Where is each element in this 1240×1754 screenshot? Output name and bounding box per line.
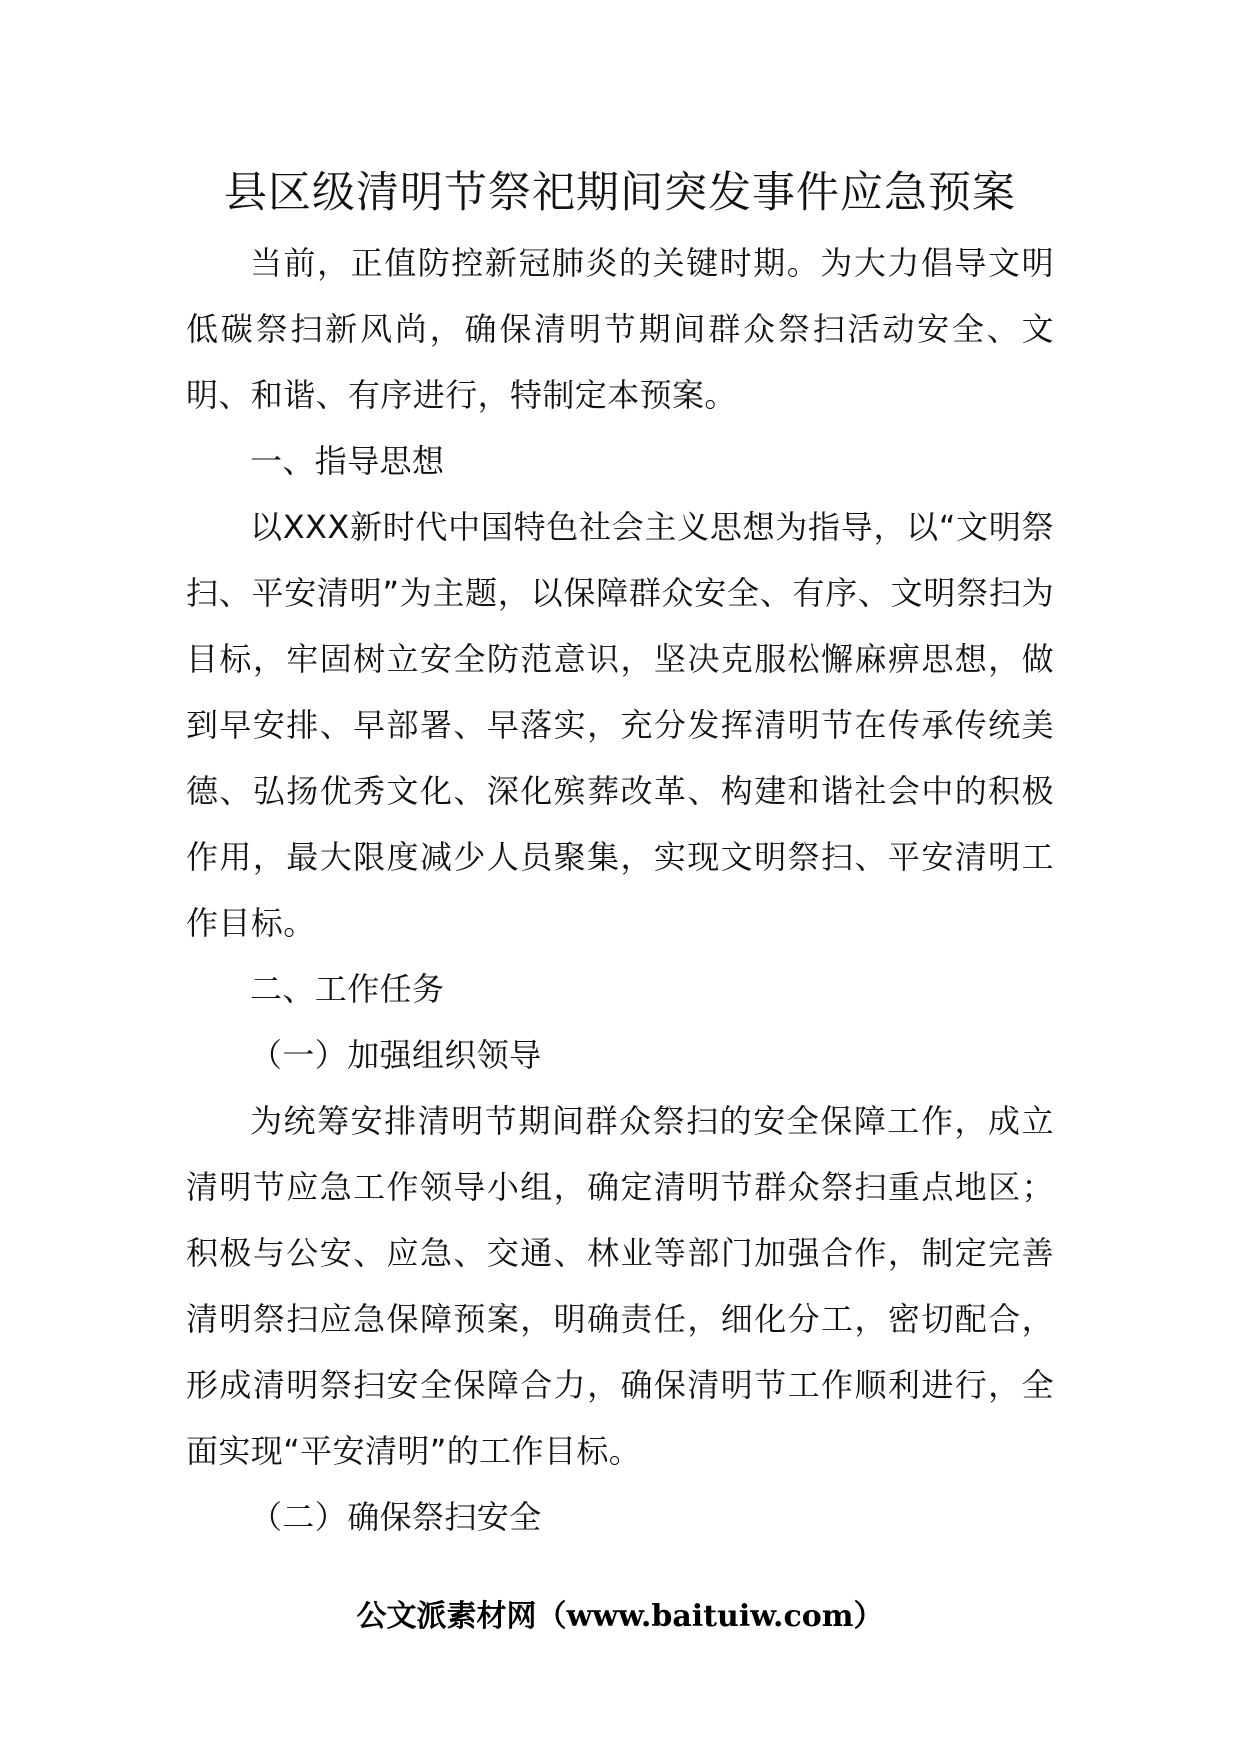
document-body [186, 230, 1054, 1550]
section-heading-work-tasks: 二、工作任务 [250, 970, 445, 1008]
guiding-ideology-paragraph: 以XXX新时代中国特色社会主义思想为指导，以“文明祭扫、平安清明”为主题，以保障群众安全、有序、文明祭扫为目标，牢固树立安全防范意识，坚决克服松懈麻痹思想，做到早安排、早部署、早落实，充分发挥清明节在传承传统美德、弘扬优秀文化、深化殡葬改革、构建和谐社会中的积极作用，最大限度减少人员聚集，实现文明祭扫、平安清明工作目标。 [186, 508, 1054, 942]
section-heading-guiding-ideology: 一、指导思想 [250, 442, 445, 480]
document-title: 县区级清明节祭祀期间突发事件应急预案 [224, 168, 1016, 218]
subheading-strengthen-leadership: （一）加强组织领导 [250, 1036, 542, 1074]
footer-watermark: 公文派素材网（www.baituiw.com） [356, 1599, 884, 1634]
intro-paragraph: 当前，正值防控新冠肺炎的关键时期。为大力倡导文明低碳祭扫新风尚，确保清明节期间群众祭扫活动安全、文明、和谐、有序进行，特制定本预案。 [186, 244, 1054, 414]
subheading-ensure-safety: （二）确保祭扫安全 [250, 1498, 542, 1536]
leadership-paragraph: 为统筹安排清明节期间群众祭扫的安全保障工作，成立清明节应急工作领导小组，确定清明节群众祭扫重点地区；积极与公安、应急、交通、林业等部门加强合作，制定完善清明祭扫应急保障预案，明确责任，细化分工，密切配合，形成清明祭扫安全保障合力，确保清明节工作顺利进行，全面实现“平安清明”的工作目标。 [186, 1102, 1054, 1470]
